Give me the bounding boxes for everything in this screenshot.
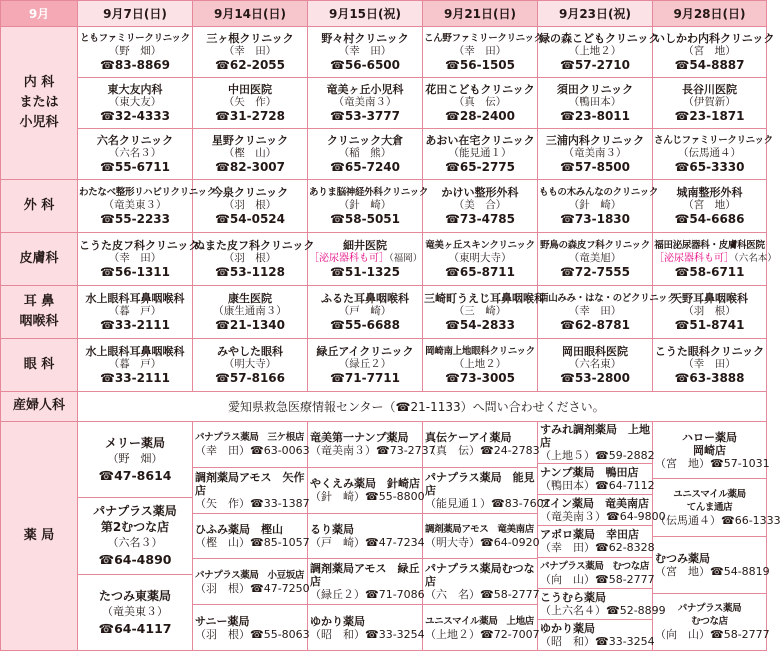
department-label: 耳 鼻 咽喉科 (1, 286, 78, 339)
clinic-phone: ☎31-2728 (214, 109, 286, 123)
clinic-name: ふるた耳鼻咽喉科 (321, 292, 409, 305)
pharmacy-name: パナプラス薬局 能見店 (425, 470, 535, 497)
clinic-phone: ☎62-8781 (559, 318, 631, 332)
clinic-cell (538, 286, 677, 339)
pharmacy-info: （鴨田本）☎64-7112 (540, 479, 655, 493)
internal-row (1, 78, 767, 129)
clinic-cell (423, 233, 538, 286)
pharmacy-entry (308, 559, 425, 605)
obgyn-row (1, 392, 767, 422)
pharmacy-entry (538, 422, 655, 464)
clinic-name: 天野耳鼻咽喉科 (671, 292, 748, 305)
clinic-area: （幸 田） (683, 358, 736, 370)
pharmacy-column (423, 422, 551, 651)
clinic-name: 星野クリニック (211, 134, 289, 147)
clinic-cell (538, 180, 659, 233)
clinic-area: （竜美南３） (333, 96, 397, 108)
clinic-name: 東大友内科 (107, 83, 163, 96)
pharmacy-entry (78, 422, 192, 498)
clinic-phone: ☎62-2055 (214, 58, 286, 72)
pharmacy-name: パナプラス薬局 第2むつな店 (93, 504, 177, 535)
clinic-area: （能見通１） (448, 147, 512, 159)
clinic-phone: ☎55-6688 (329, 318, 401, 332)
clinic-name: かけい整形外科 (441, 186, 519, 199)
pharmacy-name: パナプラス薬局 小豆坂店 (195, 569, 304, 581)
date-header: 9月28日(日) (653, 1, 767, 27)
clinic-phone: ☎56-1311 (99, 265, 171, 279)
clinic-cell (653, 339, 767, 392)
clinic-cell (653, 180, 767, 233)
pharmacy-entry (78, 498, 192, 574)
clinic-phone: ☎54-6686 (674, 212, 745, 226)
clinic-phone: ☎23-8011 (559, 109, 631, 123)
clinic-name: 竜美ヶ丘スキンクリニック (425, 240, 535, 251)
clinic-area: （羽 根） (223, 199, 277, 211)
clinic-area: （針 崎） (338, 199, 392, 211)
clinic-cell (308, 233, 423, 286)
clinic-area: （鴨田本） (568, 96, 622, 108)
clinic-note: ［泌尿器科も可］ (309, 253, 389, 264)
clinic-phone: ☎82-3007 (214, 160, 286, 174)
pharmacy-entry (308, 468, 425, 514)
pharmacy-entry (538, 495, 666, 526)
clinic-cell (308, 339, 423, 392)
pharmacy-info: （竜美南３）☎73-2737 (310, 444, 436, 458)
clinic-area: （六名本） (734, 253, 777, 264)
pharmacy-info: （樫 山）☎85-1057 (195, 535, 310, 549)
clinic-name: こうた眼科クリニック (654, 345, 765, 358)
clinic-phone: ☎54-8887 (674, 58, 745, 72)
date-header: 9月14日(日) (193, 1, 308, 27)
clinic-phone: ☎57-8500 (559, 160, 631, 174)
clinic-name: 長谷川医院 (682, 83, 737, 96)
pharmacy-name: たつみ東薬局 (98, 588, 171, 603)
clinic-cell (423, 78, 538, 129)
clinic-name: 竜美ヶ丘小児科 (326, 83, 404, 96)
clinic-phone: ☎57-8166 (214, 371, 286, 385)
pharmacy-info: （上地５）☎59-2882 (540, 449, 655, 462)
clinic-phone: ☎32-4333 (99, 109, 171, 123)
clinic-cell (78, 233, 200, 286)
pharmacy-info: （幸 田）☎62-8328 (540, 541, 655, 555)
clinic-phone: ☎72-7555 (559, 265, 631, 279)
clinic-name: 三崎町うえじ耳鼻咽喉科 (424, 292, 545, 305)
clinic-phone: ☎73-3005 (444, 371, 516, 385)
clinic-cell (78, 78, 193, 129)
clinic-area: （明大寺） (223, 358, 277, 370)
date-header: 9月7日(日) (78, 1, 193, 27)
pharmacy-info: （真 伝）☎24-2783 (425, 444, 540, 458)
clinic-name: わたなべ整形リハビリクリニック (79, 187, 216, 198)
clinic-cell (423, 129, 538, 180)
clinic-name: 西山みみ・はな・のどクリニック (539, 293, 677, 304)
pharmacy-info: （昭 和）☎33-3254 (540, 634, 655, 648)
clinic-name: いしかわ内科クリニック (654, 32, 775, 45)
clinic-cell (193, 339, 308, 392)
clinic-area: （竜美旭） (568, 252, 622, 264)
clinic-phone: ☎58-5051 (329, 212, 401, 226)
pharmacy-name: パナプラス薬局 むつな店 (677, 603, 742, 628)
clinic-cell (308, 129, 423, 180)
clinic-area: （真 伝） (453, 96, 507, 108)
clinic-name: クリニック大倉 (326, 134, 404, 147)
pharmacy-entry (423, 559, 540, 605)
clinic-cell (538, 339, 653, 392)
clinic-area: （伝馬通４） (678, 147, 741, 159)
pharmacy-name: アイン薬局 竜美南店 (540, 497, 650, 511)
pharmacy-name: ナンプ薬局 鴨田店 (540, 466, 639, 480)
department-label: 産婦人科 (1, 392, 78, 422)
clinic-area: （矢 作） (223, 96, 277, 108)
clinic-cell (653, 233, 777, 286)
pharmacy-name: ユニスマイル薬局 てんま通店 (673, 488, 746, 513)
pharmacy-info: （向 山）☎58-2777 (540, 572, 655, 586)
pharmacy-entry (423, 605, 540, 650)
clinic-area: （福岡） (389, 253, 423, 264)
clinic-area: （暮 戸） (108, 305, 162, 317)
pharmacy-info: （針 崎）☎55-8800 (310, 490, 425, 504)
clinic-cell (538, 78, 653, 129)
clinic-name: ももの木みんなのクリニック (539, 187, 659, 198)
clinic-area: （戸 崎） (338, 305, 392, 317)
clinic-phone: ☎53-1128 (214, 265, 286, 279)
clinic-area: （樫 山） (223, 147, 277, 159)
clinic-area: （緑丘２） (338, 358, 392, 370)
pharmacy-entry (653, 537, 770, 594)
clinic-area: （幸 田） (223, 45, 277, 57)
clinic-name: 須田クリニック (556, 83, 634, 96)
pharmacy-entry (653, 594, 770, 650)
pharmacy-info: （宮 地）☎57-1031 (655, 456, 770, 470)
date-header: 9月21日(日) (423, 1, 538, 27)
pharmacy-entry (653, 479, 781, 536)
pharmacy-entry (308, 605, 425, 650)
surgery-row (1, 180, 767, 233)
clinic-cell (193, 286, 308, 339)
obgyn-notice: 愛知県救急医療情報センター（☎21-1133）へ問い合わせください。 (78, 392, 767, 422)
clinic-phone: ☎65-3330 (674, 160, 745, 174)
pharmacy-entry (308, 514, 425, 560)
pharmacy-column (653, 422, 781, 651)
pharmacy-info: （向 山）☎58-2777 (655, 628, 770, 642)
pharmacy-area: （野 畑） (107, 452, 163, 466)
pharmacy-info: （竜美南３）☎64-9800 (540, 510, 666, 524)
clinic-cell (193, 129, 308, 180)
clinic-area: （六名３） (108, 147, 162, 159)
clinic-phone: ☎54-0524 (214, 212, 286, 226)
pharmacy-column (78, 422, 193, 651)
clinic-area: （稲 熊） (338, 147, 392, 159)
pharmacy-name: やくえみ薬局 針崎店 (310, 477, 420, 491)
clinic-name: ありま脳神経外科クリニック (309, 187, 429, 198)
clinic-phone: ☎58-6711 (674, 265, 745, 279)
clinic-area: （野 畑） (108, 45, 162, 57)
clinic-area: （宮 地） (683, 199, 736, 211)
pharmacy-entry (193, 422, 310, 468)
pharmacy-entry (423, 468, 551, 514)
clinic-name: 野々村クリニック (321, 32, 409, 45)
pharmacy-info: （能見通１）☎83-7601 (425, 496, 551, 510)
pharmacy-entry (538, 558, 655, 589)
clinic-cell (538, 27, 660, 78)
clinic-name: 細井医院 (343, 239, 387, 252)
clinic-name: こん野ファミリークリニック (424, 33, 543, 44)
clinic-area: （羽 根） (683, 305, 736, 317)
pharmacy-name: パナプラス薬局むつな店 (425, 562, 535, 589)
department-label: 皮膚科 (1, 233, 78, 286)
pharmacy-entry (423, 422, 540, 468)
pharmacy-entry (538, 589, 666, 620)
pharmacy-info: （緑丘２）☎71-7086 (310, 588, 425, 602)
clinic-area: （暮 戸） (108, 358, 162, 370)
clinic-name: 城南整形外科 (676, 186, 743, 199)
clinic-name: 岡田眼科医院 (562, 345, 628, 358)
pharmacy-name: パナプラス薬局 三ケ根店 (195, 432, 304, 444)
pharmacy-area: （六名３） (107, 536, 163, 550)
pharmacy-name: パナプラス薬局 むつな店 (540, 560, 649, 572)
date-header: 9月15日(祝) (308, 1, 423, 27)
clinic-cell (423, 286, 545, 339)
clinic-phone: ☎51-1325 (329, 265, 401, 279)
clinic-area: （針 崎） (568, 199, 622, 211)
pharmacy-name: ハロー薬局 岡崎店 (682, 430, 737, 457)
clinic-name: 緑の森こどもクリニック (539, 32, 660, 45)
clinic-phone: ☎63-3888 (674, 371, 745, 385)
internal-row (1, 129, 767, 180)
clinic-phone: ☎55-2233 (99, 212, 171, 226)
clinic-name: 花田こどもクリニック (425, 83, 535, 96)
month-label: 9月 (1, 1, 78, 27)
pharmacy-info: （矢 作）☎33-1387 (195, 496, 310, 510)
pharmacy-row (1, 422, 767, 651)
clinic-cell (653, 78, 767, 129)
pharmacy-entry (653, 422, 770, 479)
clinic-name: 三浦内科クリニック (545, 134, 645, 147)
clinic-name: みやした眼科 (217, 345, 283, 358)
clinic-cell (538, 129, 653, 180)
clinic-cell (423, 180, 538, 233)
pharmacy-entry (538, 464, 655, 495)
clinic-name: あおい在宅クリニック (425, 134, 535, 147)
clinic-phone: ☎51-8741 (674, 318, 745, 332)
clinic-phone: ☎73-1830 (559, 212, 631, 226)
clinic-area: （東明大寺） (448, 252, 512, 264)
pharmacy-name: 調剤薬局アモス 矢作店 (195, 470, 305, 497)
pharmacy-name: 真伝ケーアイ薬局 (425, 431, 512, 445)
clinic-name: こうた皮フ科クリニック (79, 239, 200, 252)
pharmacy-entry (193, 468, 310, 514)
clinic-phone: ☎57-2710 (559, 58, 631, 72)
pharmacy-entry (78, 575, 192, 650)
clinic-area: （美 合） (453, 199, 507, 211)
clinic-area: （六名東） (568, 358, 622, 370)
ent-row (1, 286, 767, 339)
clinic-area: （竜美東３） (103, 199, 167, 211)
clinic-area: （幸 田） (453, 45, 507, 57)
clinic-cell (423, 27, 543, 78)
clinic-cell (78, 339, 193, 392)
clinic-area: （宮 地） (683, 45, 736, 57)
clinic-phone: ☎54-2833 (444, 318, 516, 332)
pharmacy-info: （明大寺）☎64-0920 (425, 535, 540, 549)
clinic-phone: ☎73-4785 (444, 212, 516, 226)
pharmacy-info: （上六名４）☎52-8899 (540, 603, 666, 617)
clinic-cell (308, 78, 423, 129)
clinic-area: （竜美南３） (563, 147, 627, 159)
date-header: 9月23日(祝) (538, 1, 653, 27)
pharmacy-info: （上地２）☎72-7007 (425, 627, 540, 641)
clinic-area: （東大友） (108, 96, 162, 108)
pharmacy-entry (193, 514, 310, 560)
pharmacy-entry (308, 422, 436, 468)
pharmacy-info: （戸 崎）☎47-7234 (310, 535, 425, 549)
pharmacy-name: ゆかり薬局 (310, 614, 365, 628)
clinic-phone: ☎56-1505 (444, 58, 516, 72)
pharmacy-info: （宮 地）☎54-8819 (655, 564, 770, 578)
clinic-cell (308, 286, 423, 339)
clinic-cell (538, 233, 653, 286)
clinic-name: 福田泌尿器科・皮膚科医院 (654, 240, 765, 251)
clinic-phone: ☎65-7240 (329, 160, 401, 174)
clinic-name: 緑丘アイクリニック (316, 345, 414, 358)
clinic-name: 岡崎南上地眼科クリニック (425, 346, 535, 357)
pharmacy-entry (538, 620, 655, 650)
clinic-name: ぬまた皮フ科クリニック (194, 239, 315, 252)
clinic-note: ［泌尿器科も可］ (654, 253, 734, 264)
pharmacy-name: むつみ薬局 (655, 551, 710, 565)
pharmacy-entry (423, 514, 540, 560)
clinic-cell (78, 129, 193, 180)
pharmacy-name: すみれ調剤薬局 上地店 (540, 423, 650, 449)
clinic-area: （上地２） (568, 45, 622, 57)
clinic-cell (193, 233, 315, 286)
pharmacy-name: こうむら薬局 (540, 590, 606, 604)
clinic-name: 三ヶ根クリニック (206, 32, 294, 45)
pharmacy-info: （六 名）☎58-2777 (425, 588, 540, 602)
clinic-area: （幸 田） (338, 45, 392, 57)
clinic-name: 水上眼科耳鼻咽喉科 (85, 345, 185, 358)
clinic-cell (78, 180, 216, 233)
clinic-phone: ☎53-2800 (559, 371, 631, 385)
eye-row (1, 339, 767, 392)
clinic-cell (308, 27, 423, 78)
clinic-area: （康生通南３） (213, 305, 287, 317)
clinic-cell (78, 286, 193, 339)
pharmacy-area: （竜美東３） (102, 604, 168, 618)
clinic-name: 康生医院 (228, 292, 272, 305)
clinic-cell (308, 180, 429, 233)
clinic-area: （上地２） (453, 358, 507, 370)
pharmacy-info: （羽 根）☎55-8063 (195, 627, 310, 641)
clinic-name: さんじファミリークリニック (654, 135, 773, 146)
pharmacy-column (538, 422, 666, 651)
pharmacy-name: 調剤薬局アモス 竜美南店 (425, 523, 534, 535)
pharmacy-name: メリー薬局 (104, 436, 165, 451)
pharmacy-entry (193, 559, 310, 605)
department-label: 外 科 (1, 180, 78, 233)
clinic-name: 水上眼科耳鼻咽喉科 (85, 292, 185, 305)
clinic-cell (653, 129, 773, 180)
clinic-phone: ☎33-2111 (99, 318, 171, 332)
clinic-phone: ☎71-7711 (329, 371, 401, 385)
clinic-phone: ☎53-3777 (329, 109, 401, 123)
pharmacy-name: 調剤薬局アモス 緑丘店 (310, 562, 420, 589)
pharmacy-info: （羽 根）☎47-7250 (195, 581, 310, 595)
clinic-cell (653, 27, 775, 78)
pharmacy-entry (193, 605, 310, 650)
pharmacy-phone: ☎47-8614 (98, 468, 172, 484)
clinic-phone: ☎83-8869 (99, 58, 171, 72)
clinic-phone: ☎56-6500 (329, 58, 401, 72)
clinic-name: 中田医院 (228, 83, 272, 96)
clinic-name: ともファミリークリニック (80, 33, 190, 44)
pharmacy-info: （昭 和）☎33-3254 (310, 627, 425, 641)
pharmacy-name: サニー薬局 (195, 614, 250, 628)
clinic-area: （三 崎） (453, 305, 507, 317)
clinic-area: （幸 田） (108, 252, 162, 264)
pharmacy-info: （伝馬通４）☎66-1333 (655, 513, 781, 527)
pharmacy-column (193, 422, 308, 651)
derm-row (1, 233, 767, 286)
clinic-cell (193, 78, 308, 129)
pharmacy-name: ゆかり薬局 (540, 621, 595, 635)
pharmacy-info: （幸 田）☎63-0063 (195, 444, 310, 458)
pharmacy-name: ユニスマイル薬局 上地店 (425, 615, 534, 627)
clinic-area: （羽 根） (223, 252, 277, 264)
internal-row (1, 27, 767, 78)
clinic-cell (78, 27, 193, 78)
department-label: 薬 局 (1, 422, 78, 651)
clinic-name: 今泉クリニック (211, 186, 289, 199)
clinic-name: 野鳥の森皮フ科クリニック (540, 240, 650, 251)
clinic-name: 六名クリニック (96, 134, 174, 147)
date-header-row (1, 1, 767, 27)
clinic-phone: ☎55-6711 (99, 160, 171, 174)
clinic-cell (193, 27, 308, 78)
clinic-phone: ☎21-1340 (214, 318, 286, 332)
pharmacy-name: ひふみ薬局 樫山 (195, 522, 283, 536)
pharmacy-name: アポロ薬局 幸田店 (540, 528, 639, 542)
clinic-phone: ☎65-2775 (444, 160, 516, 174)
clinic-phone: ☎23-1871 (674, 109, 745, 123)
department-label: 内 科 または 小児科 (1, 27, 78, 180)
clinic-area: （伊賀新） (683, 96, 736, 108)
clinic-phone: ☎33-2111 (99, 371, 171, 385)
pharmacy-entry (538, 526, 655, 557)
pharmacy-name: るり薬局 (310, 522, 354, 536)
pharmacy-column (308, 422, 436, 651)
clinic-cell (423, 339, 538, 392)
pharmacy-phone: ☎64-4117 (98, 620, 172, 636)
clinic-phone: ☎65-8711 (444, 265, 516, 279)
pharmacy-name: 竜美第一ナンプ薬局 (310, 431, 409, 445)
pharmacy-phone: ☎64-4890 (98, 552, 172, 568)
clinic-phone: ☎28-2400 (444, 109, 516, 123)
clinic-area: （幸 田） (568, 305, 622, 317)
department-label: 眼 科 (1, 339, 78, 392)
